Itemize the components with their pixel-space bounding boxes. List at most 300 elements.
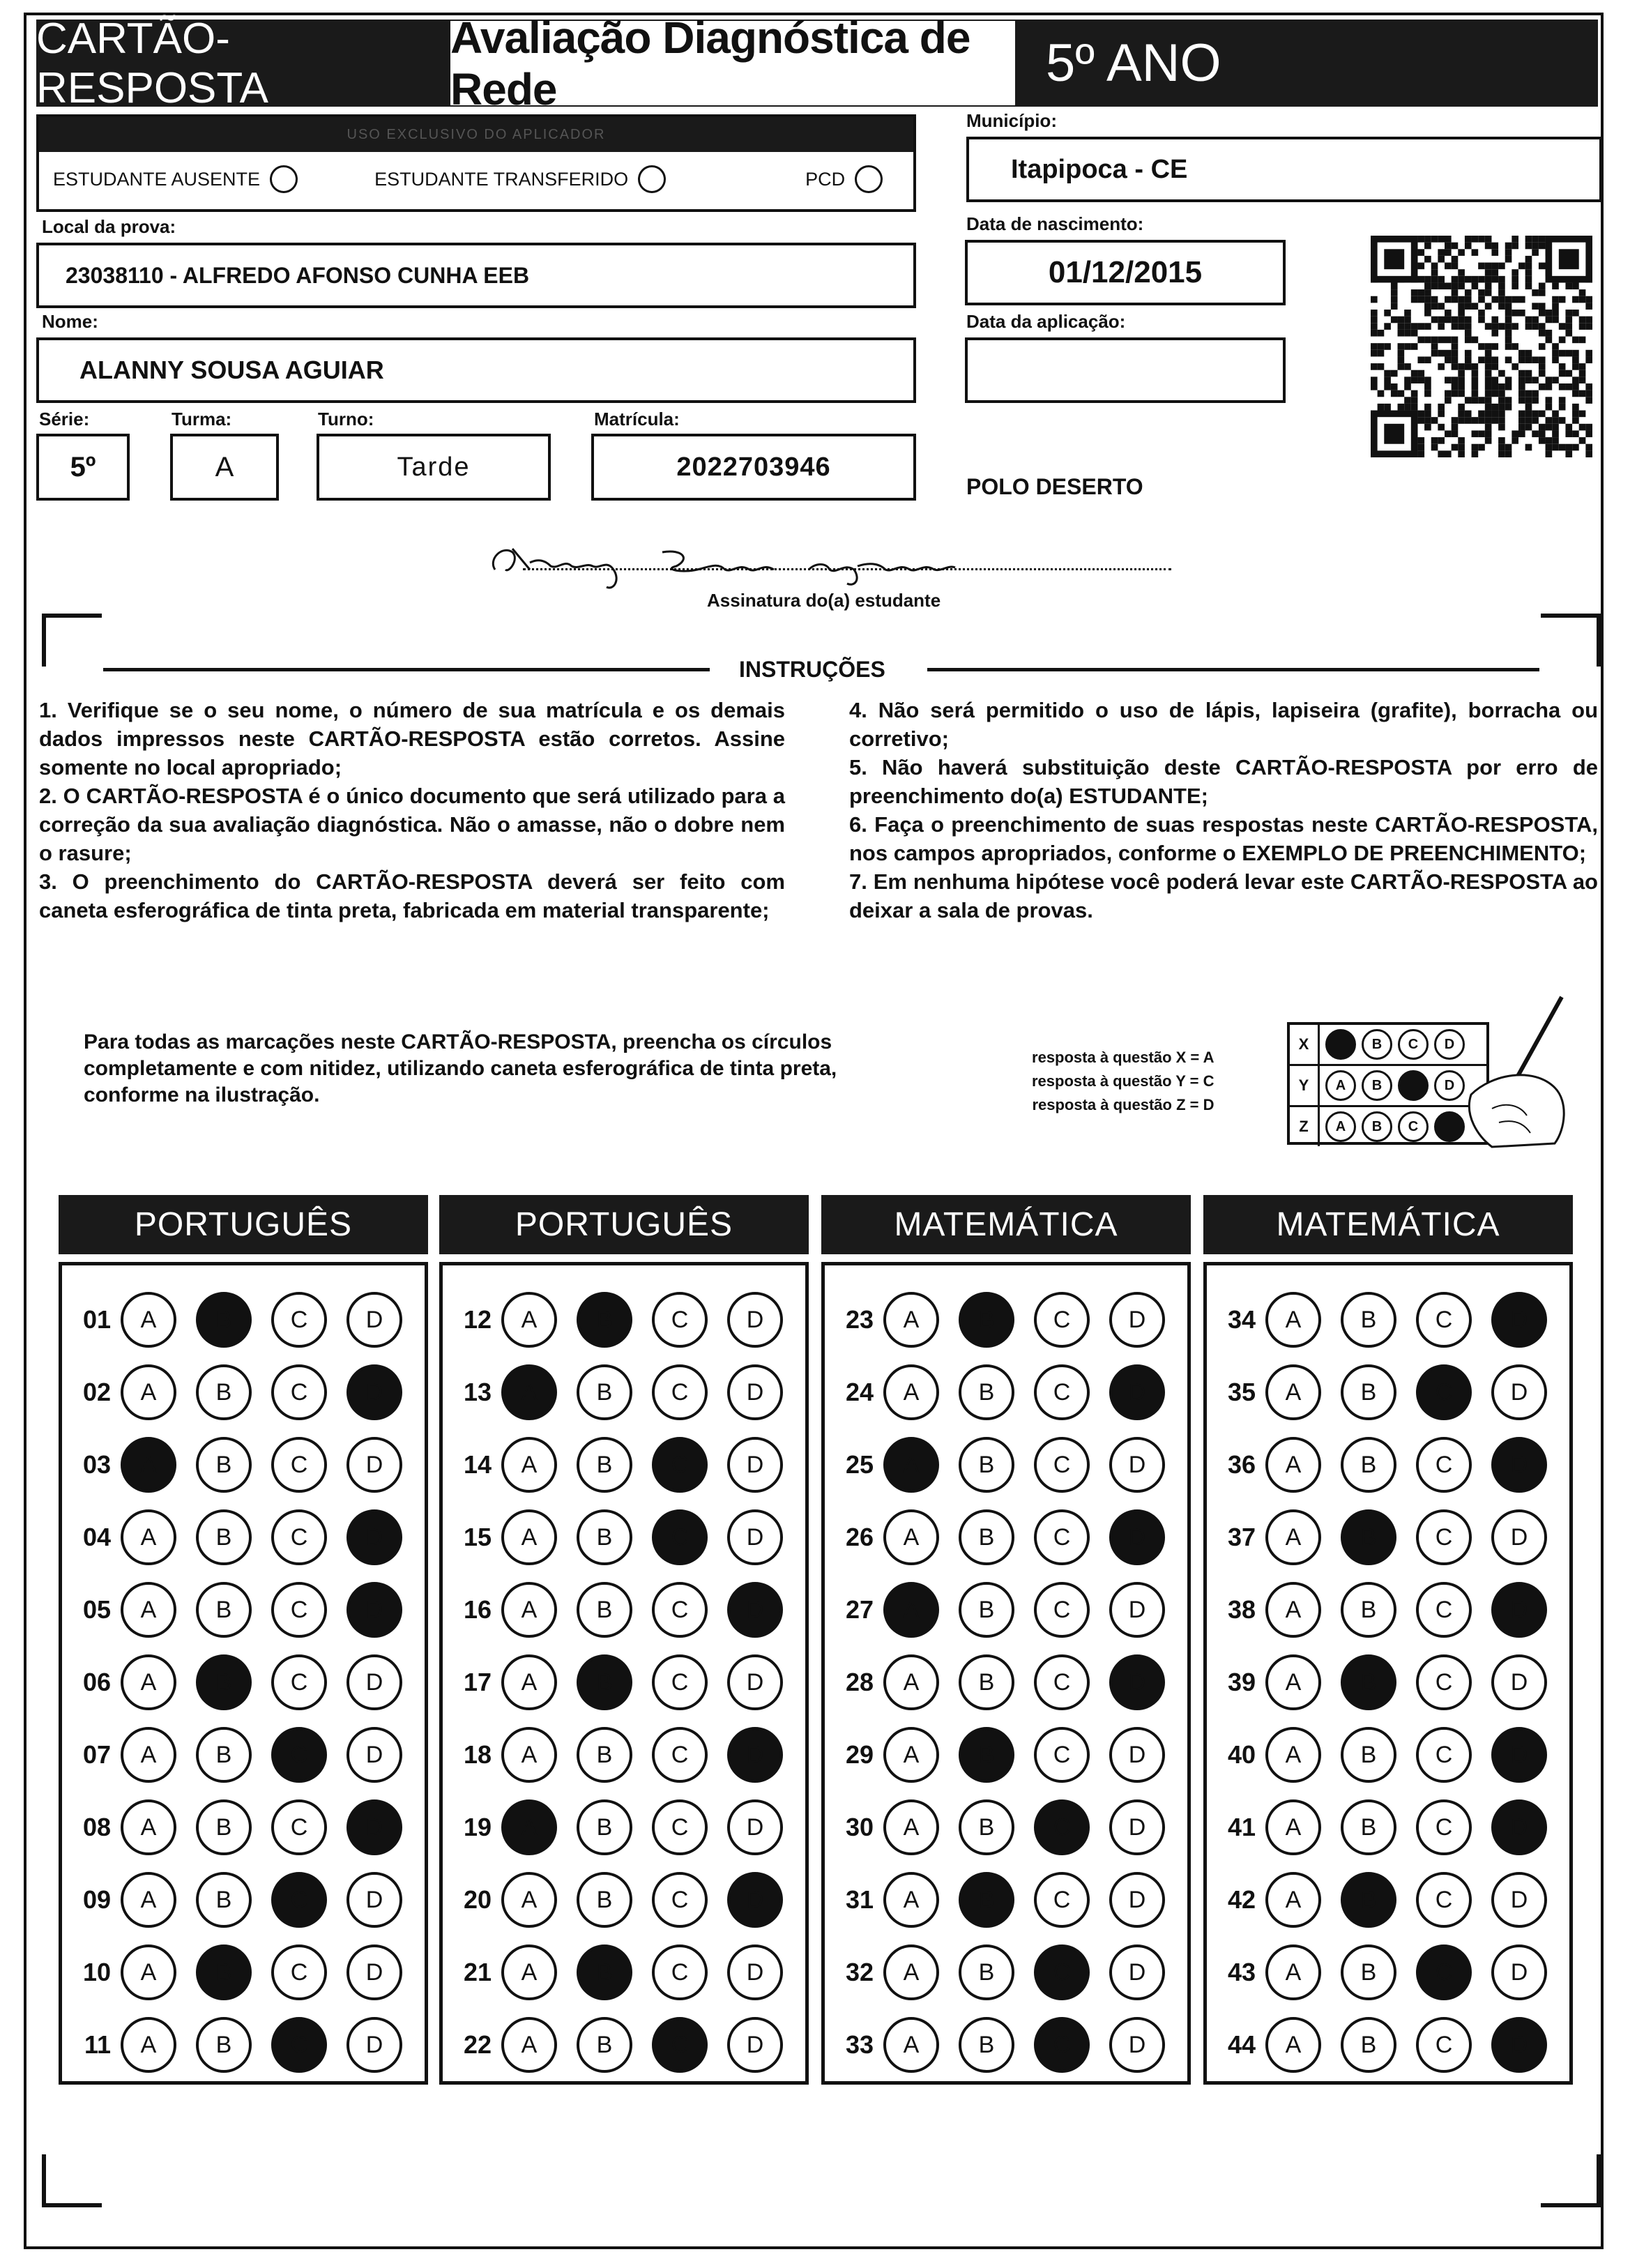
question-number: 13 [463, 1378, 492, 1406]
municipio-field: Itapipoca - CE [966, 137, 1602, 202]
question-number: 23 [845, 1305, 874, 1334]
answer-bubble-a[interactable]: A [1265, 1727, 1321, 1783]
answer-bubble-b[interactable]: B [196, 1727, 252, 1783]
instructions-title: INSTRUÇÕES [739, 657, 885, 682]
question-number: 34 [1227, 1305, 1256, 1334]
question-number: 04 [82, 1523, 111, 1551]
answer-bubble-b[interactable]: B [577, 1872, 632, 1928]
question-number: 07 [82, 1740, 111, 1769]
answer-bubble-b[interactable]: B [1341, 1799, 1396, 1855]
question-row [62, 1284, 425, 1356]
answer-bubble-a[interactable]: A [1265, 1582, 1321, 1638]
answer-bubble-a[interactable]: A [121, 1582, 176, 1638]
application-date-label: Data da aplicação: [966, 311, 1126, 332]
answer-bubble-c[interactable]: C [1034, 1509, 1090, 1565]
answer-bubble-a[interactable]: A [883, 1872, 939, 1928]
transferred-label: ESTUDANTE TRANSFERIDO [374, 168, 629, 190]
student-signature [481, 531, 1081, 594]
answer-bubble-d[interactable]: D [1491, 1437, 1547, 1493]
answer-bubble-d[interactable]: D [727, 1872, 783, 1928]
answer-bubble-a[interactable]: A [883, 1364, 939, 1420]
answer-bubble-d[interactable]: D [727, 1654, 783, 1710]
answer-bubble-d[interactable]: D [1109, 1582, 1165, 1638]
answer-bubble-d[interactable]: D [347, 1727, 402, 1783]
answer-bubble-c[interactable]: C [1416, 1292, 1472, 1348]
answer-bubble-a[interactable]: A [883, 1799, 939, 1855]
corner-mark-tl [42, 614, 102, 667]
answer-bubble-b[interactable]: B [959, 1509, 1014, 1565]
answer-bubble-c[interactable]: C [271, 1872, 327, 1928]
answer-bubble-c[interactable]: C [271, 1944, 327, 2000]
answer-bubble-d[interactable]: D [727, 1437, 783, 1493]
answer-bubble-c[interactable]: C [271, 1292, 327, 1348]
answer-bubble-b[interactable]: B [1341, 1872, 1396, 1928]
answer-column [439, 1262, 809, 2085]
instructions-rule-left [103, 668, 710, 671]
question-row [1207, 1284, 1569, 1356]
answer-bubble-b[interactable]: B [959, 1799, 1014, 1855]
answer-bubble-b[interactable]: B [1341, 1944, 1396, 2000]
question-number: 24 [845, 1378, 874, 1406]
applicator-row [39, 152, 913, 206]
serie-field: 5º [36, 434, 130, 501]
question-number: 18 [463, 1740, 492, 1769]
answer-bubble-c[interactable]: C [1416, 1437, 1472, 1493]
answer-bubble-a[interactable]: A [501, 1872, 557, 1928]
answer-bubble-b[interactable]: B [196, 1872, 252, 1928]
answer-bubble-c[interactable]: C [1034, 2017, 1090, 2073]
answer-bubble-a[interactable]: A [501, 1727, 557, 1783]
answer-bubble-c[interactable]: C [652, 1872, 708, 1928]
example-bubble-c: C [1398, 1029, 1429, 1060]
question-row [443, 1284, 805, 1356]
question-row [825, 1284, 1187, 1356]
question-number: 03 [82, 1450, 111, 1479]
answer-bubble-b[interactable]: B [577, 1509, 632, 1565]
answer-bubble-b[interactable]: B [196, 1292, 252, 1348]
answer-bubble-a[interactable]: A [121, 1292, 176, 1348]
question-number: 39 [1227, 1668, 1256, 1696]
question-row [62, 1501, 425, 1574]
answer-bubble-a[interactable]: A [1265, 1872, 1321, 1928]
example-bubble-c [1398, 1070, 1429, 1101]
answer-bubble-a[interactable]: A [501, 1799, 557, 1855]
question-row [443, 1574, 805, 1646]
example-answer-z: resposta à questão Z = D [1032, 1096, 1215, 1113]
answer-bubble-c[interactable]: C [652, 1727, 708, 1783]
answer-bubble-b[interactable]: B [196, 1944, 252, 2000]
answer-bubble-a[interactable]: A [121, 1872, 176, 1928]
example-bubble-b: B [1362, 1029, 1392, 1060]
answer-bubble-a[interactable]: A [883, 1727, 939, 1783]
answer-bubble-c[interactable]: C [1416, 1654, 1472, 1710]
question-row [443, 1356, 805, 1429]
answer-bubble-a[interactable]: A [1265, 1509, 1321, 1565]
answer-bubble-a[interactable]: A [121, 1944, 176, 2000]
column-title: PORTUGUÊS [59, 1195, 428, 1254]
answer-bubble-c[interactable]: C [1416, 1509, 1472, 1565]
question-row [825, 1791, 1187, 1864]
question-number: 20 [463, 1885, 492, 1914]
answer-bubble-d[interactable]: D [1491, 2017, 1547, 2073]
answer-bubble-c[interactable]: C [271, 1509, 327, 1565]
answer-bubble-a[interactable]: A [883, 1582, 939, 1638]
question-row [443, 1501, 805, 1574]
answer-bubble-d[interactable]: D [347, 1872, 402, 1928]
instruction-2: 2. O CARTÃO-RESPOSTA é o único documento que será utilizado para a correção da sua avaliação diagnóstica. Não o amasse, não o dobre nem o rasure; [39, 784, 785, 865]
corner-mark-bl [42, 2154, 102, 2207]
answer-bubble-d[interactable]: D [1109, 1364, 1165, 1420]
answer-bubble-c[interactable]: C [1416, 1799, 1472, 1855]
question-row [62, 1864, 425, 1936]
answer-bubble-d[interactable]: D [347, 1944, 402, 2000]
answer-bubble-b[interactable]: B [577, 1582, 632, 1638]
answer-bubble-c[interactable]: C [1034, 1654, 1090, 1710]
question-row [443, 1646, 805, 1719]
answer-bubble-c[interactable]: C [1034, 1872, 1090, 1928]
question-number: 11 [84, 2030, 111, 2059]
answer-bubble-b[interactable]: B [577, 1799, 632, 1855]
instructions-right [849, 696, 1598, 924]
question-number: 25 [845, 1450, 874, 1479]
example-row-label: Z [1290, 1107, 1320, 1146]
pcd-bubble[interactable] [855, 165, 883, 193]
question-row [1207, 1864, 1569, 1936]
answer-bubble-d[interactable]: D [1109, 1292, 1165, 1348]
answer-bubble-d[interactable]: D [727, 1509, 783, 1565]
question-number: 27 [845, 1595, 874, 1624]
answer-bubble-c[interactable]: C [652, 2017, 708, 2073]
answer-bubble-a[interactable]: A [1265, 1292, 1321, 1348]
answer-bubble-c[interactable]: C [1416, 1944, 1472, 2000]
absent-bubble[interactable] [270, 165, 298, 193]
answer-bubble-d[interactable]: D [1491, 1799, 1547, 1855]
answer-bubble-d[interactable]: D [727, 1292, 783, 1348]
question-row [1207, 1646, 1569, 1719]
answer-bubble-d[interactable]: D [727, 1727, 783, 1783]
answer-bubble-a[interactable]: A [121, 1727, 176, 1783]
question-row [62, 1356, 425, 1429]
answer-bubble-d[interactable]: D [1109, 1727, 1165, 1783]
answer-bubble-b[interactable]: B [1341, 1292, 1396, 1348]
answer-bubble-d[interactable]: D [1491, 1727, 1547, 1783]
example-bubble-a [1325, 1029, 1356, 1060]
answer-bubble-c[interactable]: C [271, 1654, 327, 1710]
example-row-label: Y [1290, 1066, 1320, 1105]
answer-bubble-c[interactable]: C [271, 1437, 327, 1493]
question-number: 17 [463, 1668, 492, 1696]
answer-bubble-d[interactable]: D [347, 1437, 402, 1493]
exam-title: Avaliação Diagnóstica de Rede [450, 21, 1015, 105]
answer-bubble-d[interactable]: D [1491, 1872, 1547, 1928]
answer-bubble-a[interactable]: A [1265, 1437, 1321, 1493]
sheet-title: CARTÃO-RESPOSTA [36, 14, 269, 112]
question-number: 10 [82, 1958, 111, 1986]
corner-mark-tr [1541, 614, 1601, 667]
answer-bubble-b[interactable]: B [1341, 1727, 1396, 1783]
example-bubble-c: C [1398, 1111, 1429, 1142]
answer-bubble-c[interactable]: C [652, 1654, 708, 1710]
answer-bubble-d[interactable]: D [727, 2017, 783, 2073]
answer-bubble-d[interactable]: D [1491, 1944, 1547, 2000]
answer-bubble-a[interactable]: A [501, 1582, 557, 1638]
answer-bubble-b[interactable]: B [959, 1437, 1014, 1493]
answer-bubble-b[interactable]: B [196, 1437, 252, 1493]
answer-bubble-a[interactable]: A [1265, 1364, 1321, 1420]
answer-bubble-c[interactable]: C [1034, 1437, 1090, 1493]
answer-bubble-b[interactable]: B [959, 1727, 1014, 1783]
answer-bubble-c[interactable]: C [652, 1292, 708, 1348]
answer-bubble-d[interactable]: D [727, 1944, 783, 2000]
answer-bubble-d[interactable]: D [1491, 1364, 1547, 1420]
pcd-label: PCD [805, 168, 846, 190]
answer-bubble-d[interactable]: D [1109, 1654, 1165, 1710]
question-number: 26 [845, 1523, 874, 1551]
answer-bubble-c[interactable]: C [652, 1799, 708, 1855]
question-row [62, 1791, 425, 1864]
answer-bubble-c[interactable]: C [1034, 1944, 1090, 2000]
answer-bubble-c[interactable]: C [652, 1944, 708, 2000]
question-row [825, 1501, 1187, 1574]
answer-bubble-d[interactable]: D [347, 1654, 402, 1710]
answer-bubble-c[interactable]: C [1034, 1799, 1090, 1855]
answer-bubble-d[interactable]: D [347, 1799, 402, 1855]
question-row [1207, 1356, 1569, 1429]
instruction-1: 1. Verifique se o seu nome, o número de sua matrícula e os demais dados impressos neste CARTÃO-RESPOSTA estão corretos. Assine somente no local apropriado; [39, 698, 785, 779]
local-label: Local da prova: [42, 216, 176, 237]
answer-bubble-a[interactable]: A [121, 1364, 176, 1420]
answer-bubble-a[interactable]: A [501, 1437, 557, 1493]
turno-label: Turno: [318, 409, 374, 429]
column-title: MATEMÁTICA [1203, 1195, 1573, 1254]
answer-bubble-b[interactable]: B [959, 2017, 1014, 2073]
example-answer-x: resposta à questão X = A [1032, 1049, 1215, 1066]
answer-bubble-a[interactable]: A [501, 1509, 557, 1565]
answer-bubble-d[interactable]: D [347, 1364, 402, 1420]
answer-bubble-d[interactable]: D [1491, 1582, 1547, 1638]
answer-bubble-c[interactable]: C [1034, 1292, 1090, 1348]
answer-bubble-c[interactable]: C [271, 2017, 327, 2073]
answer-bubble-c[interactable]: C [271, 1582, 327, 1638]
question-number: 31 [845, 1885, 874, 1914]
answer-bubble-d[interactable]: D [1491, 1509, 1547, 1565]
question-number: 35 [1227, 1378, 1256, 1406]
answer-bubble-c[interactable]: C [652, 1437, 708, 1493]
example-answer-y: resposta à questão Y = C [1032, 1072, 1215, 1090]
answer-bubble-d[interactable]: D [1109, 1944, 1165, 2000]
question-row [825, 1646, 1187, 1719]
applicator-box [36, 114, 916, 212]
answer-bubble-b[interactable]: B [577, 1292, 632, 1348]
answer-bubble-a[interactable]: A [883, 1292, 939, 1348]
answer-bubble-b[interactable]: B [196, 1509, 252, 1565]
example-bubble-a: A [1325, 1070, 1356, 1101]
answer-bubble-c[interactable]: C [271, 1799, 327, 1855]
answer-bubble-a[interactable]: A [883, 1944, 939, 2000]
polo-text: POLO DESERTO [966, 474, 1143, 499]
answer-bubble-c[interactable]: C [271, 1364, 327, 1420]
question-number: 42 [1227, 1885, 1256, 1914]
answer-bubble-b[interactable]: B [577, 1944, 632, 2000]
answer-bubble-a[interactable]: A [883, 2017, 939, 2073]
answer-bubble-d[interactable]: D [1109, 1872, 1165, 1928]
question-number: 41 [1227, 1813, 1256, 1841]
answer-bubble-a[interactable]: A [501, 2017, 557, 2073]
answer-bubble-b[interactable]: B [1341, 1437, 1396, 1493]
answer-bubble-c[interactable]: C [1034, 1582, 1090, 1638]
example-bubble-b: B [1362, 1111, 1392, 1142]
answer-bubble-b[interactable]: B [1341, 1509, 1396, 1565]
answer-bubble-b[interactable]: B [196, 1654, 252, 1710]
answer-bubble-c[interactable]: C [652, 1509, 708, 1565]
example-bubble-b: B [1362, 1070, 1392, 1101]
answer-bubble-a[interactable]: A [1265, 1944, 1321, 2000]
answer-bubble-a[interactable]: A [501, 1364, 557, 1420]
question-number: 02 [82, 1378, 111, 1406]
answer-bubble-a[interactable]: A [121, 1437, 176, 1493]
question-number: 12 [463, 1305, 492, 1334]
answer-bubble-d[interactable]: D [1109, 2017, 1165, 2073]
answer-bubble-c[interactable]: C [271, 1727, 327, 1783]
applicator-bar: USO EXCLUSIVO DO APLICADOR [39, 117, 913, 152]
question-row [443, 1791, 805, 1864]
answer-bubble-a[interactable]: A [883, 1654, 939, 1710]
answer-bubble-c[interactable]: C [652, 1364, 708, 1420]
answer-bubble-d[interactable]: D [1109, 1799, 1165, 1855]
answer-bubble-d[interactable]: D [1491, 1654, 1547, 1710]
answer-bubble-d[interactable]: D [727, 1582, 783, 1638]
answer-bubble-b[interactable]: B [959, 1292, 1014, 1348]
question-row [62, 1429, 425, 1501]
question-row [62, 1574, 425, 1646]
question-row [1207, 2009, 1569, 2081]
answer-bubble-b[interactable]: B [577, 1437, 632, 1493]
question-number: 36 [1227, 1450, 1256, 1479]
question-number: 16 [463, 1595, 492, 1624]
answer-bubble-a[interactable]: A [121, 1654, 176, 1710]
answer-bubble-b[interactable]: B [577, 2017, 632, 2073]
answer-bubble-b[interactable]: B [577, 1727, 632, 1783]
answer-bubble-c[interactable]: C [1416, 1582, 1472, 1638]
question-row [1207, 1936, 1569, 2009]
answer-bubble-b[interactable]: B [959, 1364, 1014, 1420]
answer-bubble-d[interactable]: D [347, 1509, 402, 1565]
answer-bubble-b[interactable]: B [959, 1944, 1014, 2000]
question-row [1207, 1719, 1569, 1791]
instruction-5: 5. Não haverá substituição deste CARTÃO-RESPOSTA por erro de preenchimento do(a) ESTUDANTE; [849, 755, 1598, 808]
answer-bubble-a[interactable]: A [883, 1509, 939, 1565]
answer-bubble-d[interactable]: D [1109, 1437, 1165, 1493]
answer-bubble-d[interactable]: D [727, 1364, 783, 1420]
birth-label: Data de nascimento: [966, 213, 1144, 234]
question-number: 09 [82, 1885, 111, 1914]
question-number: 38 [1227, 1595, 1256, 1624]
transferred-bubble[interactable] [638, 165, 666, 193]
question-row [443, 1429, 805, 1501]
answer-bubble-a[interactable]: A [121, 1509, 176, 1565]
question-row [825, 1429, 1187, 1501]
answer-bubble-a[interactable]: A [501, 1944, 557, 2000]
answer-bubble-c[interactable]: C [652, 1582, 708, 1638]
absent-label: ESTUDANTE AUSENTE [53, 168, 261, 190]
answer-bubble-c[interactable]: C [1416, 1872, 1472, 1928]
question-number: 06 [82, 1668, 111, 1696]
question-number: 05 [82, 1595, 111, 1624]
answer-bubble-c[interactable]: C [1416, 1727, 1472, 1783]
answer-bubble-b[interactable]: B [196, 1364, 252, 1420]
answer-column [1203, 1262, 1573, 2085]
answer-bubble-d[interactable]: D [1491, 1292, 1547, 1348]
question-row [443, 2009, 805, 2081]
answer-bubble-d[interactable]: D [1109, 1509, 1165, 1565]
question-number: 44 [1227, 2030, 1256, 2059]
answer-bubble-b[interactable]: B [1341, 2017, 1396, 2073]
answer-bubble-d[interactable]: D [727, 1799, 783, 1855]
qr-code [1371, 236, 1592, 457]
answer-bubble-a[interactable]: A [1265, 1799, 1321, 1855]
answer-bubble-b[interactable]: B [577, 1654, 632, 1710]
answer-bubble-a[interactable]: A [1265, 2017, 1321, 2073]
question-row [825, 1356, 1187, 1429]
answer-bubble-b[interactable]: B [196, 1799, 252, 1855]
answer-bubble-a[interactable]: A [501, 1654, 557, 1710]
answer-bubble-a[interactable]: A [501, 1292, 557, 1348]
answer-column [821, 1262, 1191, 2085]
corner-mark-br [1541, 2154, 1601, 2207]
answer-bubble-b[interactable]: B [1341, 1364, 1396, 1420]
name-field: ALANNY SOUSA AGUIAR [36, 337, 916, 403]
question-row [1207, 1574, 1569, 1646]
answer-bubble-b[interactable]: B [959, 1582, 1014, 1638]
answer-bubble-c[interactable]: C [1034, 1727, 1090, 1783]
answer-bubble-b[interactable]: B [196, 1582, 252, 1638]
answer-bubble-d[interactable]: D [347, 1582, 402, 1638]
answer-bubble-c[interactable]: C [1416, 2017, 1472, 2073]
question-number: 32 [845, 1958, 874, 1986]
question-number: 15 [463, 1523, 492, 1551]
answer-bubble-a[interactable]: A [121, 1799, 176, 1855]
answer-bubble-b[interactable]: B [959, 1654, 1014, 1710]
answer-bubble-b[interactable]: B [196, 2017, 252, 2073]
application-date-field [965, 337, 1286, 403]
answer-bubble-d[interactable]: D [347, 1292, 402, 1348]
column-title: PORTUGUÊS [439, 1195, 809, 1254]
answer-bubble-b[interactable]: B [959, 1872, 1014, 1928]
birth-field: 01/12/2015 [965, 240, 1286, 305]
answer-bubble-c[interactable]: C [1416, 1364, 1472, 1420]
instruction-4: 4. Não será permitido o uso de lápis, lapiseira (grafite), borracha ou corretivo; [849, 698, 1598, 751]
answer-bubble-a[interactable]: A [1265, 1654, 1321, 1710]
answer-bubble-a[interactable]: A [121, 2017, 176, 2073]
column-title: MATEMÁTICA [821, 1195, 1191, 1254]
answer-bubble-b[interactable]: B [577, 1364, 632, 1420]
instruction-7: 7. Em nenhuma hipótese você poderá levar este CARTÃO-RESPOSTA ao deixar a sala de provas. [849, 869, 1598, 922]
question-number: 33 [845, 2030, 874, 2059]
question-number: 37 [1227, 1523, 1256, 1551]
instructions-rule-right [927, 668, 1539, 671]
hand-pen-illustration [1450, 990, 1576, 1150]
answer-bubble-c[interactable]: C [1034, 1364, 1090, 1420]
answer-bubble-b[interactable]: B [1341, 1654, 1396, 1710]
answer-bubble-d[interactable]: D [347, 2017, 402, 2073]
instruction-3: 3. O preenchimento do CARTÃO-RESPOSTA deverá ser feito com caneta esferográfica de tinta preta, fabricada em material transparente; [39, 869, 785, 922]
answer-bubble-b[interactable]: B [1341, 1582, 1396, 1638]
question-number: 21 [463, 1958, 492, 1986]
matricula-label: Matrícula: [594, 409, 680, 429]
answer-bubble-a[interactable]: A [883, 1437, 939, 1493]
question-number: 29 [845, 1740, 874, 1769]
question-row [1207, 1501, 1569, 1574]
